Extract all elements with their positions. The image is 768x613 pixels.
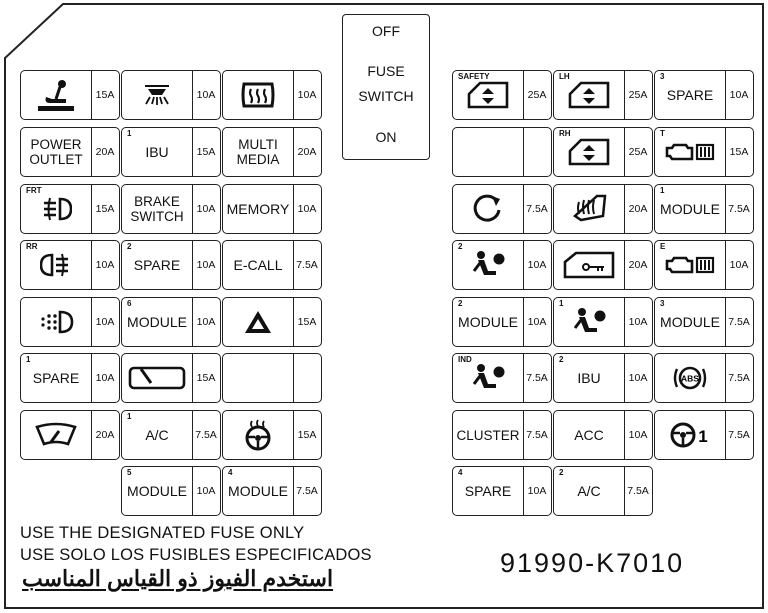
fuse-sup-label: IND [458,355,472,364]
fuse-sup-label: 3 [660,72,665,81]
fuse-right-12-module [452,297,552,347]
steering-1-icon [655,411,725,459]
fuse-right-3-empty [452,127,552,177]
svg-text:1: 1 [698,427,708,446]
fuse-label: MEMORY [226,200,290,217]
fuse-amperage: 15A [95,89,115,101]
fuse-sup-label: 2 [458,242,463,251]
fuse-label: MODULE [660,313,720,330]
fuse-label: MODULE [127,482,187,499]
fuse-amperage: 10A [196,316,216,328]
fuse-amperage: 10A [297,203,317,215]
fuse-sup-label: SAFETY [458,72,490,81]
fuse-right-19-acc [553,410,653,460]
fuse-right-17-abs [654,353,754,403]
fuse-sup-label: 2 [559,468,564,477]
fuse-amperage: 10A [95,372,115,384]
fuse-right-16-ibu [553,353,653,403]
fuse-amperage: 7.5A [195,429,217,441]
fuse-left-8-memory [222,184,322,234]
fuse-label: ACC [574,426,604,443]
fuse-amperage: 25A [628,89,648,101]
fuse-right-5-engine-module [654,127,754,177]
fuse-left-16-wiper-rear [121,353,221,403]
fuse-left-20-heated-steering [222,410,322,460]
fuse-amperage: 15A [95,203,115,215]
fuse-sup-label: 5 [127,468,132,477]
fuse-amperage: 10A [196,89,216,101]
door-lock-icon [554,241,624,289]
fuse-right-8-module [654,184,754,234]
fuse-right-15-airbag [452,353,552,403]
note-english: USE THE DESIGNATED FUSE ONLY [20,524,305,542]
fuse-right-13-airbag [553,297,653,347]
fuse-sup-label: 2 [127,242,132,251]
power-window-icon [554,128,624,176]
svg-text:ABS: ABS [681,373,699,384]
fuse-amperage: 10A [628,316,648,328]
fuse-amperage: 10A [527,316,547,328]
fuse-amperage: 7.5A [296,485,318,497]
fuse-sup-label: 4 [458,468,463,477]
fuse-amperage: 25A [527,89,547,101]
front-fog-lamp-icon [21,185,91,233]
fuse-sup-label: T [660,129,665,138]
fuse-sup-label: 3 [660,299,665,308]
fuse-right-4-power-window [553,127,653,177]
fuse-amperage: 15A [196,372,216,384]
fuse-label: E-CALL [233,256,283,273]
fuse-amperage: 10A [729,259,749,271]
fuse-sup-label: 1 [26,355,31,364]
fuse-sup-label: 1 [660,186,665,195]
fuse-amperage: 10A [729,89,749,101]
fuse-right-11-engine-module [654,240,754,290]
fuse-amperage: 10A [527,485,547,497]
fuse-empty-slot [223,354,293,402]
fuse-amperage: 10A [297,89,317,101]
fuse-amperage: 10A [196,259,216,271]
fuse-amperage: 10A [95,259,115,271]
engine-module-icon [655,241,725,289]
abs-icon [655,354,725,402]
fuse-sup-label: 4 [228,468,233,477]
airbag-icon [453,241,523,289]
fuse-label: CLUSTER [456,427,520,443]
fuse-amperage: 7.5A [728,316,750,328]
part-number: 91990-K7010 [500,548,685,578]
fuse-right-21-spare [452,466,552,516]
fuse-left-13-module [121,297,221,347]
fuse-label: IBU [145,143,169,160]
fuse-right-7-seat-heater [553,184,653,234]
fuse-amperage: 20A [628,203,648,215]
fuse-amperage: 7.5A [296,259,318,271]
fuse-right-6-rotation [452,184,552,234]
room-lamp-icon [122,71,192,119]
switch-label-line1: FUSE [367,63,405,79]
fuse-sup-label: 2 [458,299,463,308]
fuse-sup-label: 1 [127,129,132,138]
fuse-left-15-spare [20,353,120,403]
fuse-left-0-seat-adjust [20,70,120,120]
fuse-sup-label: 6 [127,299,132,308]
seat-heater-icon [554,185,624,233]
switch-label-line2: SWITCH [358,88,414,104]
fuse-amperage: 15A [196,146,216,158]
fuse-label: SPARE [133,256,181,273]
fuse-sup-label: FRT [26,186,42,195]
fuse-amperage: 20A [297,146,317,158]
fuse-label: MODULE [660,200,720,217]
fuse-label: SPARE [32,369,80,386]
fuse-label: POWER OUTLET [29,137,83,167]
fuse-amperage: 10A [628,372,648,384]
airbag-icon [453,354,523,402]
fuse-right-14-module [654,297,754,347]
fuse-sup-label: E [660,242,666,251]
note-arabic: استخدم الفيوز ذو القياس المناسب [22,566,334,591]
fuse-left-4-ibu [121,127,221,177]
fuse-left-2-rear-defroster [222,70,322,120]
fuse-sup-label: RH [559,129,571,138]
fuse-amperage: 20A [628,259,648,271]
seat-adjust-icon [21,71,91,119]
rear-defroster-icon [223,71,293,119]
fuse-amperage: 7.5A [728,429,750,441]
fuse-left-9-rear-fog-lamp [20,240,120,290]
fuse-amperage: 15A [297,316,317,328]
fuse-label: MODULE [228,482,288,499]
fuse-right-18-cluster [452,410,552,460]
fuse-amperage: 10A [95,316,115,328]
fuse-right-22-a-c [553,466,653,516]
heated-steering-icon [223,411,293,459]
fuse-left-3-power-outlet [20,127,120,177]
fuse-right-10-door-lock [553,240,653,290]
fuse-amperage: 7.5A [526,203,548,215]
fuse-label: MODULE [458,313,518,330]
wiper-front-icon [21,411,91,459]
power-window-icon [554,71,624,119]
fuse-right-20-steering-1 [654,410,754,460]
fuse-amperage: 10A [628,429,648,441]
power-window-icon [453,71,523,119]
fuse-amperage: 7.5A [526,372,548,384]
fuse-right-1-power-window [553,70,653,120]
fuse-right-0-power-window [452,70,552,120]
fuse-left-17-empty [222,353,322,403]
fuse-label: SPARE [464,482,512,499]
fuse-amperage: 7.5A [728,372,750,384]
hazard-icon [223,298,293,346]
switch-off-label: OFF [372,23,400,39]
fuse-amperage: 10A [527,259,547,271]
fuse-divider [293,354,294,402]
fuse-left-19-a-c [121,410,221,460]
fuse-sup-label: 1 [127,412,132,421]
fuse-left-22-module [222,466,322,516]
fuse-label: MULTI MEDIA [236,137,280,167]
fuse-sup-label: 2 [559,355,564,364]
fuse-left-21-module [121,466,221,516]
fuse-label: A/C [145,426,169,443]
note-spanish: USE SOLO LOS FUSIBLES ESPECIFICADOS [20,546,372,564]
fuse-sup-label: LH [559,72,570,81]
engine-module-icon [655,128,725,176]
fuse-label: SPARE [666,86,714,103]
fuse-amperage: 10A [196,485,216,497]
fuse-amperage: 20A [95,429,115,441]
fuse-amperage: 15A [729,146,749,158]
fuse-amperage: 7.5A [728,203,750,215]
switch-on-label: ON [375,129,397,145]
fuse-amperage: 20A [95,146,115,158]
fuse-empty-slot [453,128,523,176]
fuse-label: MODULE [127,313,187,330]
fuse-amperage: 7.5A [627,485,649,497]
fuse-label: IBU [577,369,601,386]
fuse-amperage: 25A [628,146,648,158]
fuse-label: BRAKE SWITCH [130,194,184,224]
fuse-right-9-airbag [452,240,552,290]
airbag-icon [554,298,624,346]
ignition-fuse-switch [342,14,430,160]
fuse-right-2-spare [654,70,754,120]
rotation-icon [453,185,523,233]
fuse-left-12-headlamp [20,297,120,347]
headlamp-icon [21,298,91,346]
fuse-sup-label: RR [26,242,38,251]
fuse-sup-label: 1 [559,299,564,308]
fuse-left-7-brake-switch [121,184,221,234]
fuse-amperage: 7.5A [526,429,548,441]
rear-fog-lamp-icon [21,241,91,289]
fuse-label: A/C [577,482,601,499]
wiper-rear-icon [122,354,192,402]
fuse-amperage: 10A [196,203,216,215]
fuse-left-11-e-call [222,240,322,290]
fuse-amperage: 15A [297,429,317,441]
fuse-divider [523,128,524,176]
fuse-left-1-room-lamp [121,70,221,120]
fuse-left-6-front-fog-lamp [20,184,120,234]
fuse-left-10-spare [121,240,221,290]
fuse-left-14-hazard [222,297,322,347]
fuse-left-5-multi-media [222,127,322,177]
fuse-left-18-wiper-front [20,410,120,460]
